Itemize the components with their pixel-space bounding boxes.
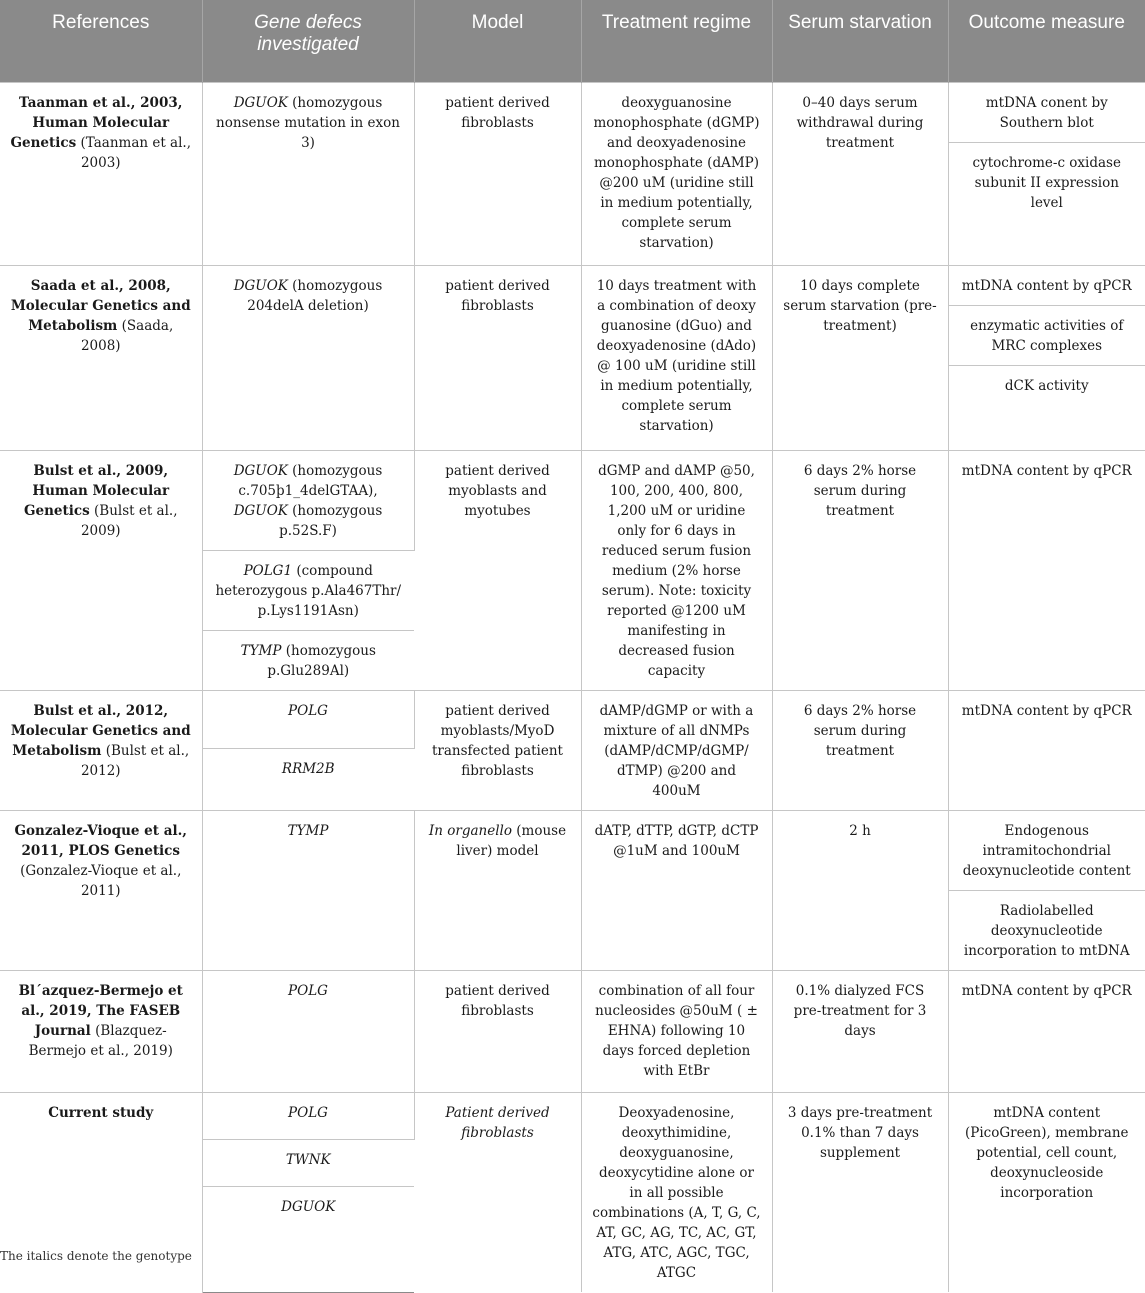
table-row xyxy=(0,691,1145,749)
reference-title: Current study xyxy=(48,1105,154,1121)
reference-citation: (Saada, 2008) xyxy=(80,318,174,354)
treatment-cell: deoxyguanosine monophosphate (dGMP) and deoxyadenosine monophosphate (dAMP) @200 uM (uridine still in medium potentially, complete serum starvation) xyxy=(581,83,772,266)
serum-cell: 10 days complete serum starvation (pre-treatment) xyxy=(772,266,948,451)
table-row xyxy=(0,971,1145,1093)
header-serum: Serum starvation xyxy=(772,0,948,83)
reference-title: Bl´azquez-Bermejo et al., 2019, The FASEB Journal xyxy=(18,983,183,1039)
gene-detail: (homozygous p.Glu289Al) xyxy=(267,643,376,679)
table-row xyxy=(0,266,1145,306)
serum-cell: 6 days 2% horse serum during treatment xyxy=(772,451,948,691)
reference-citation: (Taanman et al., 2003) xyxy=(80,135,192,171)
outcome-cell: dCK activity xyxy=(948,366,1145,451)
model-cell: patient derived myoblasts and myotubes xyxy=(414,451,581,691)
header-gene-defects: Gene defecs investigated xyxy=(202,0,414,83)
gene-name: DGUOK xyxy=(233,463,288,479)
serum-cell: 6 days 2% horse serum during treatment xyxy=(772,691,948,811)
gene-cell xyxy=(202,266,414,451)
outcome-cell: mtDNA content (PicoGreen), membrane potential, cell count, deoxynucleoside incorporation xyxy=(948,1093,1145,1293)
reference-citation: (Bulst et al., 2009) xyxy=(80,503,178,539)
serum-cell: 0.1% dialyzed FCS pre-treatment for 3 days xyxy=(772,971,948,1093)
model-rest: (mouse liver) model xyxy=(456,823,567,859)
header-references: References xyxy=(0,0,202,83)
table-row xyxy=(0,83,1145,143)
model-cell xyxy=(414,811,581,971)
gene-cell: TYMP xyxy=(202,811,414,971)
reference-title: Saada et al., 2008, Molecular Genetics and Metabolism xyxy=(10,278,191,334)
reference-cell xyxy=(0,811,202,971)
outcome-cell: mtDNA content by qPCR xyxy=(948,266,1145,306)
model-cell: patient derived fibroblasts xyxy=(414,971,581,1093)
reference-citation: (Bulst et al., 2012) xyxy=(80,743,190,779)
outcome-cell: mtDNA conent by Southern blot xyxy=(948,83,1145,143)
gene-cell: POLG xyxy=(202,971,414,1093)
reference-title: Bulst et al., 2009, Human Molecular Genetics xyxy=(23,463,170,519)
reference-citation: (Blazquez-Bermejo et al., 2019) xyxy=(28,1023,173,1059)
gene-cell xyxy=(202,451,414,551)
table-footnote: The italics denote the genotype xyxy=(0,1249,192,1263)
model-cell: patient derived fibroblasts xyxy=(414,83,581,266)
gene-detail: (homozygous nonsense mutation in exon 3) xyxy=(216,95,400,151)
outcome-cell: Endogenous intramitochondrial deoxynucleotide content xyxy=(948,811,1145,891)
reference-cell xyxy=(0,971,202,1093)
serum-cell: 2 h xyxy=(772,811,948,971)
gene-cell xyxy=(202,83,414,266)
gene-detail: (compound heterozygous p.Ala467Thr/ p.Lys1191Asn) xyxy=(215,563,402,619)
reference-title: Bulst et al., 2012, Molecular Genetics and Metabolism xyxy=(10,703,191,759)
reference-title: Gonzalez-Vioque et al., 2011, PLOS Genetics xyxy=(14,823,187,859)
gene-cell xyxy=(202,551,414,631)
outcome-cell: mtDNA content by qPCR xyxy=(948,451,1145,691)
treatment-cell: combination of all four nucleosides @50uM ( ± EHNA) following 10 days forced depletion with EtBr xyxy=(581,971,772,1093)
outcome-cell: Radiolabelled deoxynucleotide incorporation to mtDNA xyxy=(948,891,1145,971)
model-italic: In organello xyxy=(428,823,512,839)
gene-detail: (homozygous p.52S.F) xyxy=(279,503,383,539)
treatment-cell: dAMP/dGMP or with a mixture of all dNMPs (dAMP/dCMP/dGMP/ dTMP) @200 and 400uM xyxy=(581,691,772,811)
reference-cell xyxy=(0,83,202,266)
table-row xyxy=(0,451,1145,551)
header-row xyxy=(0,0,1145,83)
gene-cell: DGUOK xyxy=(202,1186,414,1292)
header-outcome: Outcome measure xyxy=(948,0,1145,83)
reference-title: Taanman et al., 2003, Human Molecular Genetics xyxy=(10,95,183,151)
gene-name: TYMP xyxy=(240,643,282,659)
reference-cell xyxy=(0,691,202,811)
reference-citation: (Gonzalez-Vioque et al., 2011) xyxy=(20,863,182,899)
model-cell: patient derived myoblasts/MyoD transfected patient fibroblasts xyxy=(414,691,581,811)
gene-cell: POLG xyxy=(202,691,414,749)
outcome-cell: mtDNA content by qPCR xyxy=(948,971,1145,1093)
gene-name: POLG1 xyxy=(243,563,293,579)
model-cell: Patient derived fibroblasts xyxy=(414,1093,581,1293)
treatment-cell: 10 days treatment with a combination of deoxy guanosine (dGuo) and deoxyadenosine (dAdo) @ 100 uM (uridine still in medium potentially, complete serum starvation) xyxy=(581,266,772,451)
gene-name: DGUOK xyxy=(233,95,288,111)
header-model: Model xyxy=(414,0,581,83)
treatment-cell: dGMP and dAMP @50, 100, 200, 400, 800, 1,200 uM or uridine only for 6 days in reduced serum fusion medium (2% horse serum). Note: toxicity reported @1200 uM manifesting in decreased fusion capacity xyxy=(581,451,772,691)
serum-cell: 0–40 days serum withdrawal during treatment xyxy=(772,83,948,266)
outcome-cell: cytochrome-c oxidase subunit II expression level xyxy=(948,143,1145,266)
treatment-cell: dATP, dTTP, dGTP, dCTP @1uM and 100uM xyxy=(581,811,772,971)
serum-cell: 3 days pre-treatment 0.1% than 7 days supplement xyxy=(772,1093,948,1293)
reference-cell xyxy=(0,451,202,691)
gene-detail: (homozygous c.705þ1_4delGTAA), xyxy=(238,463,383,499)
table-row xyxy=(0,811,1145,891)
outcome-cell: enzymatic activities of MRC complexes xyxy=(948,306,1145,366)
gene-detail: (homozygous 204delA deletion) xyxy=(247,278,383,314)
model-cell: patient derived fibroblasts xyxy=(414,266,581,451)
gene-cell: TWNK xyxy=(202,1139,414,1186)
table-row xyxy=(0,1093,1145,1140)
gene-cell xyxy=(202,631,414,691)
reference-cell xyxy=(0,266,202,451)
gene-name: DGUOK xyxy=(233,503,288,519)
gene-cell: RRM2B xyxy=(202,749,414,811)
gene-cell: POLG xyxy=(202,1093,414,1140)
treatment-cell: Deoxyadenosine, deoxythimidine, deoxyguanosine, deoxycytidine alone or in all possible combinations (A, T, G, C, AT, GC, AG, TC, AC, GT, ATG, ATC, AGC, TGC, ATGC xyxy=(581,1093,772,1293)
header-treatment: Treatment regime xyxy=(581,0,772,83)
gene-name: DGUOK xyxy=(233,278,288,294)
outcome-cell: mtDNA content by qPCR xyxy=(948,691,1145,811)
